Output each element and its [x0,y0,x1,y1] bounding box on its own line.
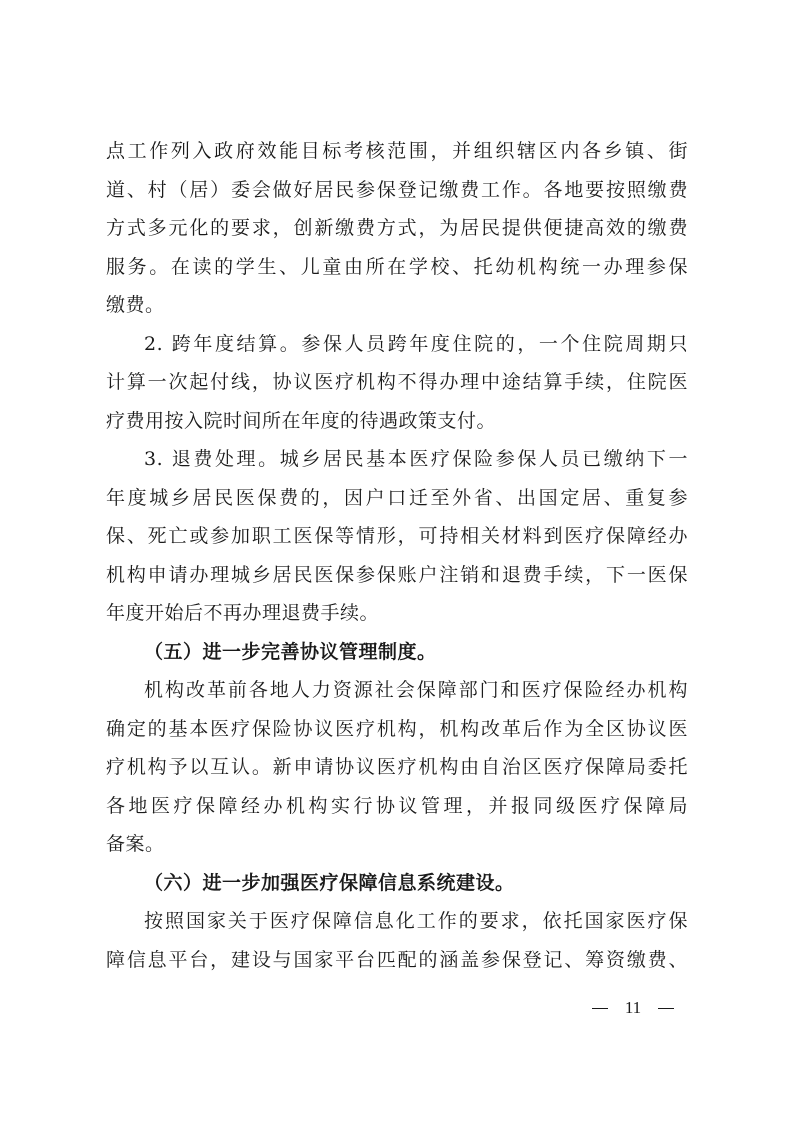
document-body [106,132,688,979]
text-line: 缴费。 [106,294,165,316]
text-line: 年度开始后不再办理退费手续。 [106,602,380,624]
text-line: 保、死亡或参加职工医保等情形，可持相关材料到医疗保障经办 [106,525,688,547]
text-line: 年度城乡居民医保费的，因户口迁至外省、出国定居、重复参 [106,486,688,509]
text-line: 障信息平台，建设与国家平台匹配的涵盖参保登记、筹资缴费、 [106,948,688,971]
page-number [592,998,674,1018]
text-line: 备案。 [106,833,165,855]
text-line: 计算一次起付线，协议医疗机构不得办理中途结算手续，住院医 [106,371,688,393]
text-line: 按照国家关于医疗保障信息化工作的要求，依托国家医疗保 [144,910,688,932]
page-number-value: 11 [624,998,642,1017]
text-line: 机构改革前各地人力资源社会保障部门和医疗保险经办机构 [144,679,688,701]
section-heading: （六）进一步加强医疗保障信息系统建设。 [144,871,515,894]
section-heading: （五）进一步完善协议管理制度。 [144,640,437,663]
text-line: 道、村（居）委会做好居民参保登记缴费工作。各地要按照缴费 [106,178,688,201]
text-line: 2. 跨年度结算。参保人员跨年度住院的，一个住院周期只 [144,332,688,355]
dash-right [658,1008,674,1009]
text-line: 机构申请办理城乡居民医保参保账户注销和退费手续，下一医保 [106,563,688,586]
text-line: 点工作列入政府效能目标考核范围，并组织辖区内各乡镇、街 [106,140,688,162]
text-line: 方式多元化的要求，创新缴费方式，为居民提供便捷高效的缴费 [106,217,688,239]
dash-left [592,1008,608,1009]
text-line: 疗机构予以互认。新申请协议医疗机构由自治区医疗保障局委托 [106,756,688,778]
text-line: 服务。在读的学生、儿童由所在学校、托幼机构统一办理参保 [106,255,688,278]
text-line: 各地医疗保障经办机构实行协议管理，并报同级医疗保障局 [106,794,688,817]
text-line: 疗费用按入院时间所在年度的待遇政策支付。 [106,409,497,432]
text-line: 确定的基本医疗保险协议医疗机构，机构改革后作为全区协议医 [106,717,688,740]
text-line: 3. 退费处理。城乡居民基本医疗保险参保人员已缴纳下一 [144,448,688,470]
